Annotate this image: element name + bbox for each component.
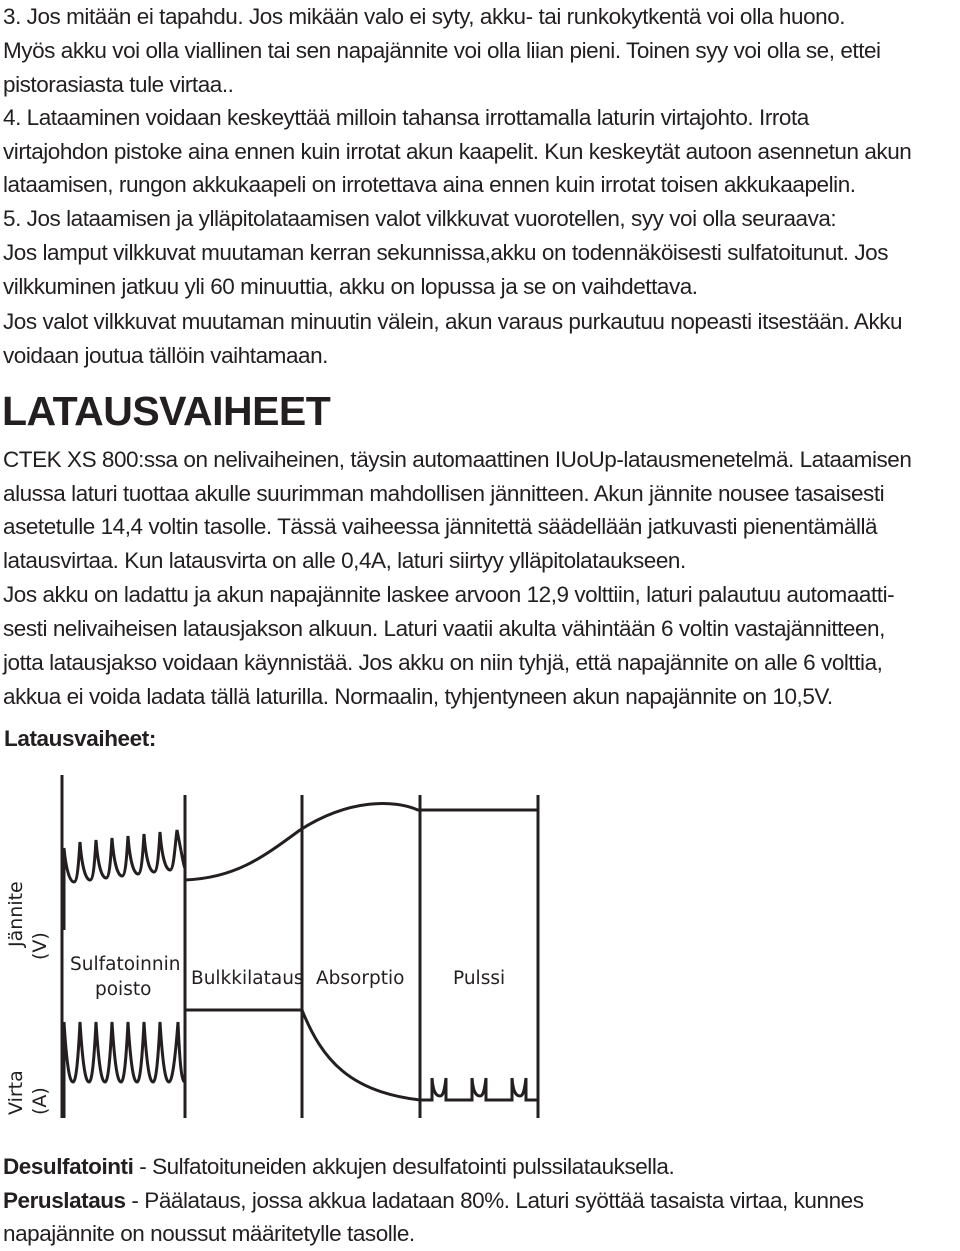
section-3-line-3: pistorasiasta tule virtaa.. bbox=[3, 72, 234, 97]
section-5-line-2: Jos lamput vilkkuvat muutaman kerran sekunnissa,akku on todennäköisesti sulfatoitunut. Jos bbox=[3, 240, 888, 265]
definition-text: Päälataus, jossa akkua ladataan 80%. Laturi syöttää tasaista virtaa, kunnes bbox=[144, 1188, 864, 1213]
intro-line-5: Jos akku on ladattu ja akun napajännite laskee arvoon 12,9 volttiin, laturi palautuu automaatti- bbox=[3, 582, 895, 607]
y-axis-label-voltage: Jännite bbox=[5, 881, 27, 947]
section-3-line-2: Myös akku voi olla viallinen tai sen napajännite voi olla liian pieni. Toinen syy voi olla se, ettei bbox=[3, 38, 881, 63]
stage-label-pulse: Pulssi bbox=[453, 968, 506, 989]
definition-desulfatointi bbox=[3, 1150, 674, 1184]
section-4-line-3: lataamisen, rungon akkukaapeli on irrotettava aina ennen kuin irrotat toisen akkukaapelin. bbox=[3, 172, 856, 197]
section-4-line-2: virtajohdon pistoke aina ennen kuin irrotat akun kaapelit. Kun keskeytät autoon asennetun akun bbox=[3, 139, 912, 164]
stage-label-bulk: Bulkkilataus bbox=[191, 968, 304, 989]
y-axis-label-current-unit: (A) bbox=[29, 1087, 51, 1115]
y-axis-label-current: Virta bbox=[5, 1070, 27, 1115]
definition-separator: - bbox=[125, 1188, 145, 1213]
page-title: LATAUSVAIHEET bbox=[2, 388, 331, 434]
intro-line-4: latausvirtaa. Kun latausvirta on alle 0,4A, laturi siirtyy ylläpitolataukseen. bbox=[3, 548, 686, 573]
stage-label-desulfation-2: poisto bbox=[95, 979, 152, 1000]
intro-line-3: asetetulle 14,4 voltin tasolle. Tässä vaiheessa jännitettä säädellään jatkuvasti pienentämällä bbox=[3, 514, 878, 539]
section-3-line-1: 3. Jos mitään ei tapahdu. Jos mikään valo ei syty, akku- tai runkokytkentä voi olla huono. bbox=[3, 4, 846, 29]
intro-line-8: akkua ei voida ladata tällä laturilla. Normaalin, tyhjentyneen akun napajännite on 10,5V. bbox=[3, 684, 833, 709]
definition-text: Sulfatoituneiden akkujen desulfatointi pulssilatauksella. bbox=[152, 1154, 675, 1179]
section-5-line-5: voidaan joutua tällöin vaihtamaan. bbox=[3, 343, 328, 368]
definition-term: Peruslataus bbox=[3, 1188, 126, 1213]
section-5-line-1: 5. Jos lataamisen ja ylläpitolataamisen valot vilkkuvat vuorotellen, syy voi olla seuraava: bbox=[3, 206, 837, 231]
stage-label-desulfation-1: Sulfatoinnin bbox=[70, 954, 181, 975]
y-axis-label-voltage-unit: (V) bbox=[29, 932, 51, 960]
definition-separator: - bbox=[133, 1154, 153, 1179]
definition-term: Desulfatointi bbox=[3, 1154, 134, 1179]
stage-label-absorption: Absorptio bbox=[316, 968, 405, 989]
stages-subheading: Latausvaiheet: bbox=[4, 726, 156, 751]
section-5-line-3: vilkkuminen jatkuu yli 60 minuuttia, akku on lopussa ja se on vaihdettava. bbox=[3, 274, 698, 299]
intro-line-6: sesti nelivaiheisen latausjakson alkuun. Laturi vaatii akulta vähintään 6 voltin vastajännitteen, bbox=[3, 616, 885, 641]
definition-continuation: napajännite on noussut määritetylle tasolle. bbox=[3, 1221, 415, 1246]
definition-peruslataus bbox=[3, 1184, 864, 1218]
charging-stages-diagram bbox=[0, 770, 960, 1130]
intro-line-1: CTEK XS 800:ssa on nelivaiheinen, täysin automaattinen IUoUp-latausmenetelmä. Lataamisen bbox=[3, 447, 912, 472]
section-5-line-4: Jos valot vilkkuvat muutaman minuutin välein, akun varaus purkautuu nopeasti itsestään. Akku bbox=[3, 309, 903, 334]
intro-line-7: jotta latausjakso voidaan käynnistää. Jos akku on niin tyhjä, että napajännite on alle 6 volttia, bbox=[3, 650, 883, 675]
section-4-line-1: 4. Lataaminen voidaan keskeyttää milloin tahansa irrottamalla laturin virtajohto. Irrota bbox=[3, 105, 809, 130]
intro-line-2: alussa laturi tuottaa akulle suurimman mahdollisen jännitteen. Akun jännite nousee tasaisesti bbox=[3, 481, 885, 506]
